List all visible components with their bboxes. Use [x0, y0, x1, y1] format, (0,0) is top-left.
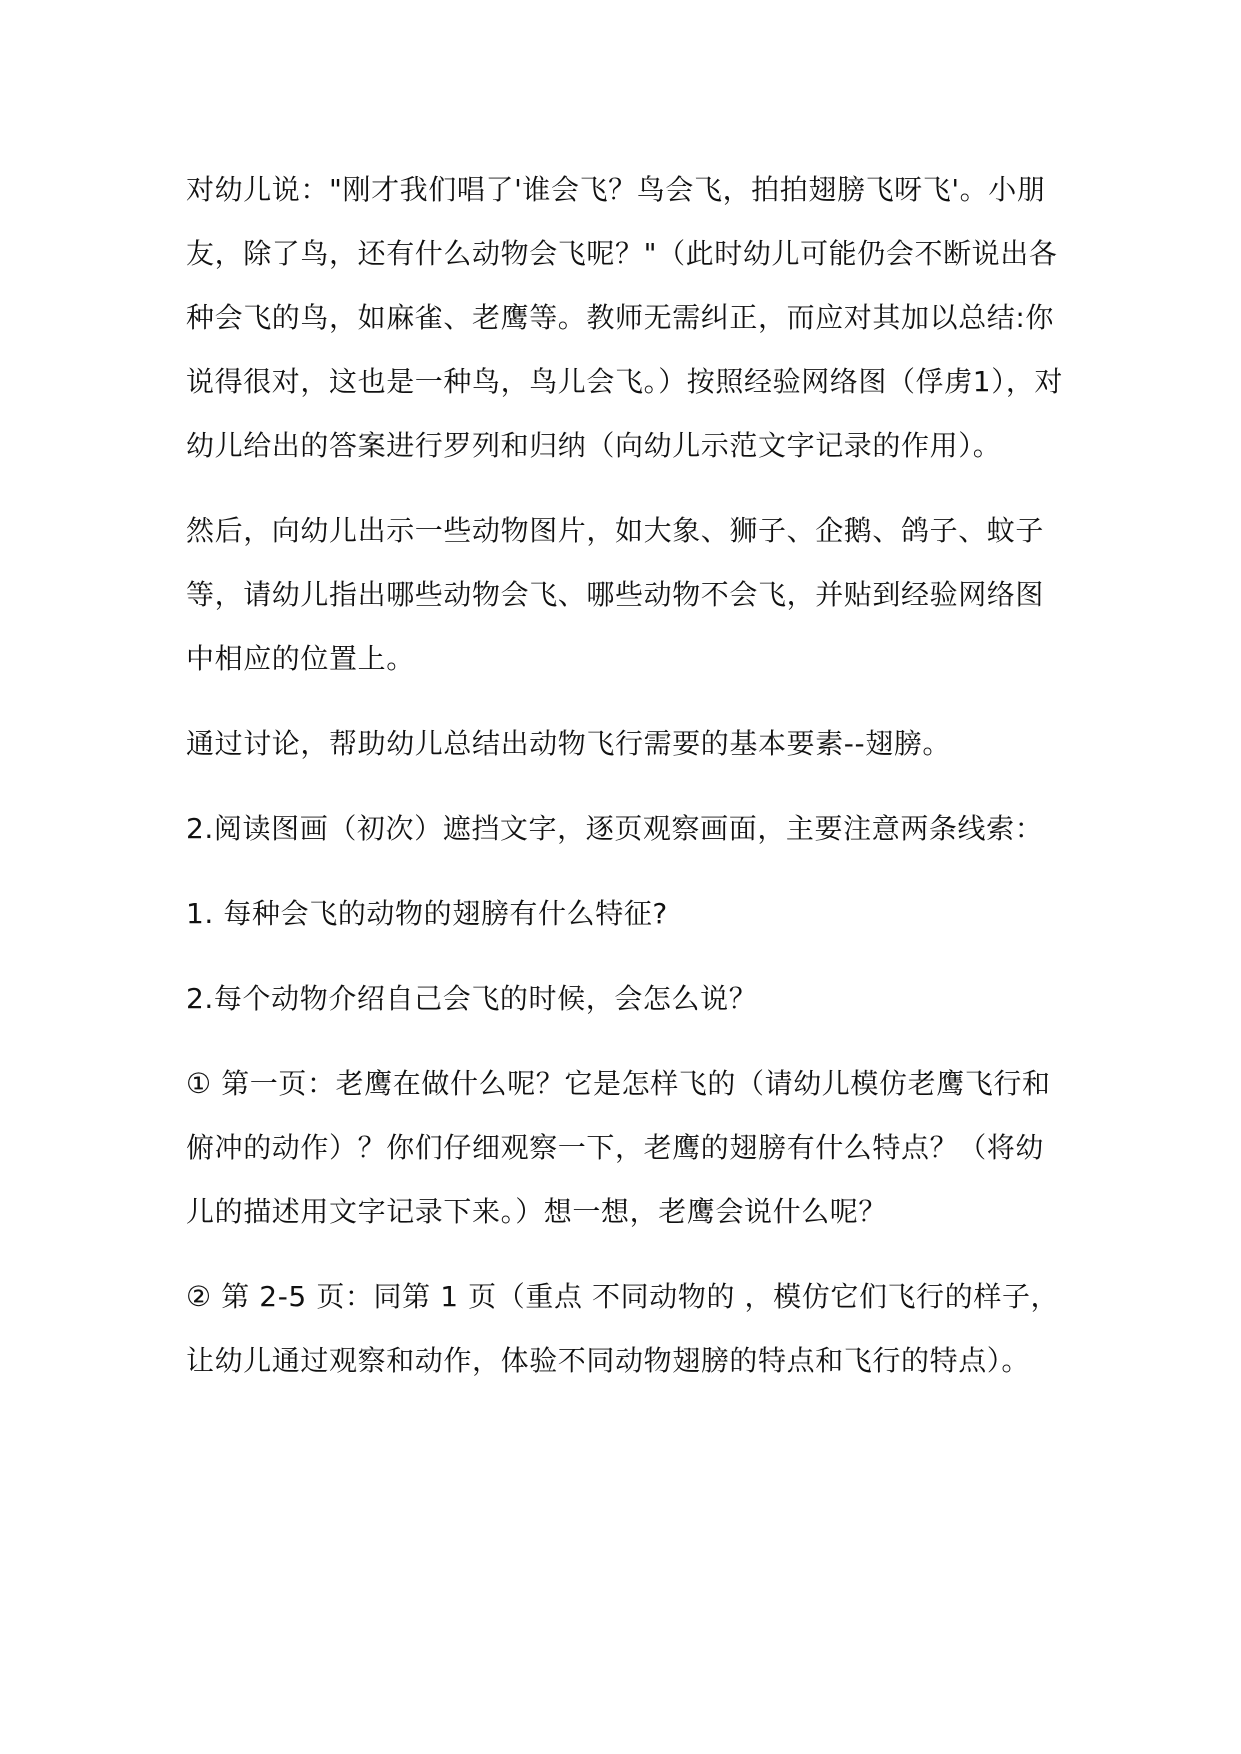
paragraph-clue-one: 1. 每种会飞的动物的翅膀有什么特征? — [186, 897, 668, 930]
paragraph-clue-two: 2.每个动物介绍自己会飞的时候，会怎么说？ — [186, 982, 758, 1015]
paragraph-gap — [186, 478, 1066, 499]
paragraph-gap — [186, 776, 1066, 797]
paragraph-intro-question: 对幼儿说："刚才我们唱了'谁会飞？鸟会飞，拍拍翅膀飞呀飞'。小朋友，除了鸟，还有什么动物会飞呢？"（此时幼儿可能仍会不断说出各种会飞的鸟，如麻雀、老鹰等。教师无需纠正，而应对其加以总结:你说得很对，这也是一种鸟，鸟儿会飞。）按照经验网络图（俘虏1），对幼儿给出的答案进行罗列和归纳（向幼儿示范文字记录的作用）。 — [186, 173, 1064, 462]
paragraph-reading-step: 2.阅读图画（初次）遮挡文字，逐页观察画面，主要注意两条线索： — [186, 812, 1044, 845]
paragraph-discussion: 通过讨论，帮助幼儿总结出动物飞行需要的基本要素--翅膀。 — [186, 727, 952, 760]
paragraph-gap — [186, 1031, 1066, 1052]
document-body — [186, 158, 1066, 1393]
paragraph-gap — [186, 946, 1066, 967]
paragraph-page-one: ① 第一页：老鹰在做什么呢？它是怎样飞的（请幼儿模仿老鹰飞行和俯冲的动作）？你们仔细观察一下，老鹰的翅膀有什么特点？（将幼儿的描述用文字记录下来。）想一想，老鹰会说什么呢？ — [186, 1067, 1051, 1228]
paragraph-pages-two-to-five: ② 第 2-5 页：同第 1 页（重点 不同动物的 ，模仿它们飞行的样子，让幼儿通过观察和动作，体验不同动物翅膀的特点和飞行的特点）。 — [186, 1280, 1060, 1377]
paragraph-gap — [186, 691, 1066, 712]
paragraph-gap — [186, 1244, 1066, 1265]
paragraph-animal-pictures: 然后，向幼儿出示一些动物图片，如大象、狮子、企鹅、鸽子、蚊子等，请幼儿指出哪些动物会飞、哪些动物不会飞，并贴到经验网络图中相应的位置上。 — [186, 514, 1045, 675]
paragraph-gap — [186, 861, 1066, 882]
